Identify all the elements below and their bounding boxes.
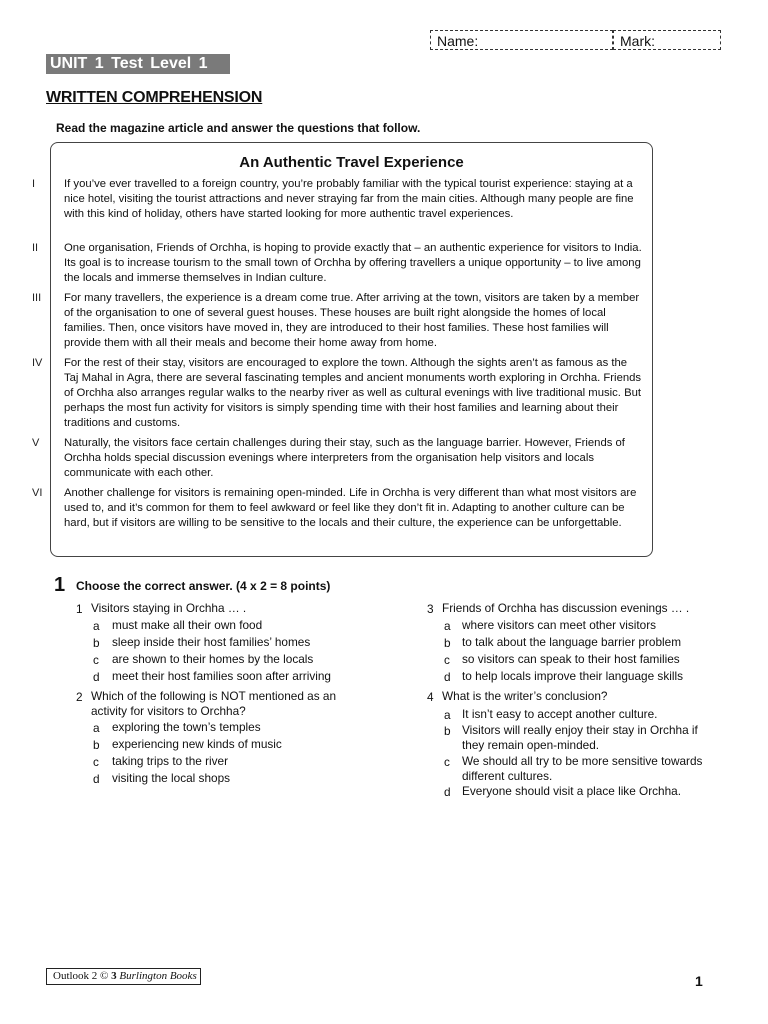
option-letter[interactable]: d: [93, 670, 100, 684]
paragraph-number: I: [32, 178, 36, 190]
option-letter[interactable]: a: [444, 619, 451, 633]
unit-title: UNIT 1 Test Level 1: [46, 54, 230, 74]
paragraph-number: II: [32, 242, 39, 254]
paragraph-number: VI: [32, 487, 43, 499]
option-text[interactable]: Everyone should visit a place like Orchha.: [462, 784, 682, 798]
option-letter[interactable]: d: [444, 785, 451, 799]
option-letter[interactable]: d: [444, 670, 451, 684]
option-text[interactable]: exploring the town’s temples: [112, 720, 261, 734]
question-stem: Visitors staying in Orchha … .: [91, 601, 247, 615]
option-text[interactable]: to talk about the language barrier problem: [462, 635, 682, 649]
option-letter[interactable]: a: [93, 721, 100, 735]
name-label: Name:: [437, 33, 479, 49]
option-text[interactable]: experiencing new kinds of music: [112, 737, 282, 751]
option-letter[interactable]: c: [444, 755, 450, 769]
paragraph-text: If you’ve ever travelled to a foreign country, you’re probably familiar with the typical tourist experience: staying at a nice hotel, visiting the tourist attractions and never straying far from the main cities. Although many people are fine with this kind of holiday, others have started looking for more authentic travel experiences.: [64, 178, 634, 220]
article-title: An Authentic Travel Experience: [239, 154, 464, 171]
mark-field[interactable]: [613, 30, 721, 50]
option-text[interactable]: We should all try to be more sensitive towards different cultures.: [462, 754, 703, 783]
question-stem: Which of the following is NOT mentioned as an activity for visitors to Orchha?: [91, 689, 337, 718]
option-text[interactable]: so visitors can speak to their host families: [462, 652, 680, 666]
option-text[interactable]: taking trips to the river: [112, 754, 229, 768]
name-field[interactable]: [430, 30, 613, 50]
paragraph-text: For many travellers, the experience is a dream come true. After arriving at the town, visitors are taken by a member of the organisation to one of several guest houses. These houses are built right alongside the homes of local families. Then, once visitors have moved in, they are introduced to their host families. These host families will provide them with all their meals and become their home away from home.: [64, 292, 640, 349]
paragraph-number: V: [32, 437, 40, 449]
paragraph-text: For the rest of their stay, visitors are encouraged to explore the town. Although the sights aren’t as famous as the Taj Mahal in Agra, there are several fascinating temples and ancient monuments worth exploring in Orchha. Friends of Orchha also arranges regular walks to the nearby river as well as cultural evenings with live traditional music. But perhaps the most fun activity for visitors is simply spending time with their host families and learning about their traditions and customs.: [64, 357, 642, 429]
option-text[interactable]: are shown to their homes by the locals: [112, 652, 314, 666]
option-letter[interactable]: c: [93, 755, 99, 769]
option-letter[interactable]: b: [444, 724, 451, 738]
option-text[interactable]: It isn’t easy to accept another culture.: [462, 707, 658, 721]
option-text[interactable]: Visitors will really enjoy their stay in Orchha if they remain open-minded.: [462, 723, 698, 752]
question-stem: Friends of Orchha has discussion evenings … .: [442, 601, 690, 615]
option-letter[interactable]: b: [93, 636, 100, 650]
copyright-prefix: Outlook 2 ©: [53, 970, 109, 982]
paragraph-number: IV: [32, 357, 43, 369]
option-text[interactable]: meet their host families soon after arriving: [112, 669, 331, 683]
question-number: 2: [76, 690, 83, 704]
option-text[interactable]: must make all their own food: [112, 618, 263, 632]
section-title: WRITTEN COMPREHENSION: [46, 89, 263, 106]
exercise-instruction: Choose the correct answer. (4 x 2 = 8 points): [76, 579, 331, 593]
option-letter[interactable]: a: [93, 619, 100, 633]
option-text[interactable]: sleep inside their host families’ homes: [112, 635, 311, 649]
page-number: 1: [695, 973, 703, 989]
publisher-logo-icon: 3: [111, 970, 117, 982]
question-number: 1: [76, 602, 83, 616]
option-letter[interactable]: c: [444, 653, 450, 667]
option-letter[interactable]: a: [444, 708, 451, 722]
option-text[interactable]: visiting the local shops: [112, 771, 231, 785]
option-text[interactable]: where visitors can meet other visitors: [462, 618, 657, 632]
instructions: Read the magazine article and answer the questions that follow.: [56, 121, 421, 135]
option-text[interactable]: to help locals improve their language skills: [462, 669, 683, 683]
paragraph-number: III: [32, 292, 42, 304]
option-letter[interactable]: b: [444, 636, 451, 650]
option-letter[interactable]: b: [93, 738, 100, 752]
paragraph-text: Naturally, the visitors face certain challenges during their stay, such as the language barrier. However, Friends of Orchha holds special discussion evenings where interpreters from the organisation help visitors and locals communicate with each other.: [64, 437, 625, 479]
paragraph-text: Another challenge for visitors is remaining open-minded. Life in Orchha is very different than what most visitors are used to, and it’s common for them to feel awkward or feel like they don’t fit in. Adapting to another culture can be hard, but if visitors are willing to be sensitive to the locals and their culture, the experience can be unforgettable.: [64, 487, 637, 529]
footer-copyright: [46, 968, 201, 985]
option-letter[interactable]: d: [93, 772, 100, 786]
question-stem: What is the writer’s conclusion?: [442, 689, 608, 703]
question-number: 4: [427, 690, 434, 704]
option-letter[interactable]: c: [93, 653, 99, 667]
mark-label: Mark:: [620, 33, 655, 49]
question-number: 3: [427, 602, 434, 616]
publisher-name: Burlington Books: [119, 970, 197, 982]
exercise-number: 1: [54, 574, 66, 596]
paragraph-text: One organisation, Friends of Orchha, is hoping to provide exactly that – an authentic experience for visitors to India. Its goal is to increase tourism to the small town of Orchha by offering travellers a unique opportunity – to live among the locals and immerse themselves in Indian culture.: [64, 242, 642, 284]
